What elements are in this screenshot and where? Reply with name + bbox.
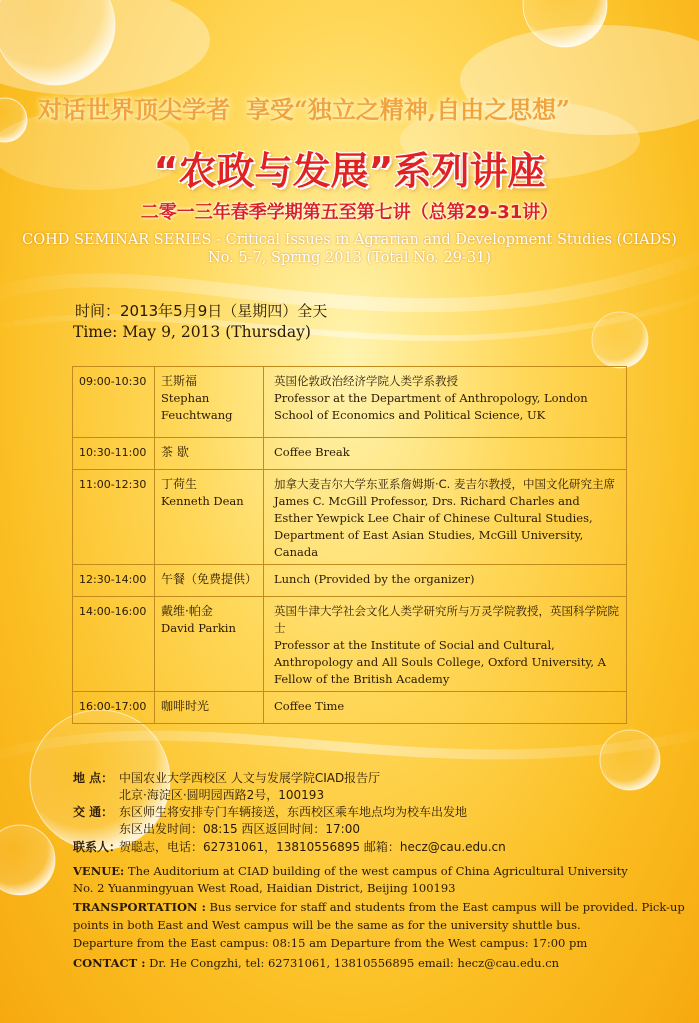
description-en: Professor at the Department of Anthropology, London School of Economics and Political Science, UK	[274, 391, 588, 422]
description-cn: 英国伦敦政治经济学院人类学系教授	[274, 374, 458, 388]
description-cell	[264, 367, 627, 438]
slogan-left: 对话世界顶尖学者	[38, 95, 230, 124]
venue-cn	[73, 769, 380, 786]
transport-label-cn: 交 通：	[73, 805, 114, 819]
speaker-name-en: Stephan Feuchtwang	[161, 391, 233, 422]
table-row	[73, 470, 627, 565]
description-cell	[264, 565, 627, 597]
venue-label-en: VENUE:	[73, 864, 125, 878]
contact-line-en: Dr. He Congzhi, tel: 62731061, 13810556895 email: hecz@cau.edu.cn	[145, 956, 560, 970]
speaker-cell	[155, 367, 264, 438]
transport-line1-cn: 东区师生将安排专门车辆接送，东西校区乘车地点均为校车出发地	[119, 805, 468, 819]
venue-cn-line2	[73, 786, 324, 803]
speaker-name-cn: 茶 歇	[161, 445, 189, 459]
english-title-line2: No. 5-7, Spring 2013 (Total No. 29-31)	[208, 250, 491, 266]
venue-line1-cn: 中国农业大学西校区 人文与发展学院CIAD报告厅	[119, 771, 381, 785]
speaker-name-cn: 丁荷生	[161, 477, 198, 491]
schedule-table	[72, 366, 627, 724]
session-time: 16:00-17:00	[73, 692, 155, 724]
session-time: 14:00-16:00	[73, 597, 155, 692]
speaker-name-en: David Parkin	[161, 621, 236, 635]
transport-line2-en: points in both East and West campus will be the same as for the university shuttle bus.	[73, 918, 581, 932]
contact-line-cn: 贺聪志，电话：62731061，13810556895 邮箱：hecz@cau.edu.cn	[119, 840, 506, 854]
transport-line1-en: Bus service for staff and students from the East campus will be provided. Pick-up	[205, 900, 685, 914]
table-row	[73, 438, 627, 470]
table-row	[73, 367, 627, 438]
sub-title: 二零一三年春季学期第五至第七讲（总第29-31讲）	[140, 202, 559, 223]
description-cell	[264, 438, 627, 470]
session-time: 12:30-14:00	[73, 565, 155, 597]
contact-label-en: CONTACT :	[73, 956, 146, 970]
description-en: James C. McGill Professor, Drs. Richard Charles and Esther Yewpick Lee Chair of Chinese Cultural Studies, Department of East Asian Studies, McGill University, Canada	[274, 494, 593, 559]
transport-line2-cn: 东区出发时间：08:15 西区返回时间：17:00	[119, 822, 360, 836]
main-title: “农政与发展”系列讲座	[153, 149, 546, 193]
description-cn: 英国牛津大学社会文化人类学研究所与万灵学院教授，英国科学院院士	[274, 604, 619, 635]
description-cn: 加拿大麦吉尔大学东亚系詹姆斯·C. 麦吉尔教授，中国文化研究主席	[274, 477, 615, 491]
speaker-name-cn: 戴维·帕金	[161, 604, 213, 618]
venue-line2-cn: 北京·海淀区·圆明园西路2号，100193	[119, 788, 325, 802]
venue-label-cn: 地 点：	[73, 771, 114, 785]
venue-line2-en: No. 2 Yuanmingyuan West Road, Haidian District, Beijing 100193	[73, 881, 456, 895]
speaker-name-cn: 王斯福	[161, 374, 198, 388]
venue-line1-en: The Auditorium at CIAD building of the west campus of China Agricultural University	[124, 864, 628, 878]
description-en: Lunch (Provided by the organizer)	[274, 572, 475, 586]
transport-line3-en: Departure from the East campus: 08:15 am Departure from the West campus: 17:00 pm	[73, 936, 588, 950]
english-title	[0, 231, 699, 267]
transport-cn	[73, 803, 467, 820]
speaker-cell	[155, 470, 264, 565]
time-cn: 时间：2013年5月9日（星期四）全天	[75, 302, 328, 320]
speaker-name-cn: 午餐（免费提供）	[161, 572, 258, 586]
description-en: Coffee Break	[274, 445, 350, 459]
speaker-cell	[155, 565, 264, 597]
transport-cn-line2	[73, 820, 360, 837]
session-time: 11:00-12:30	[73, 470, 155, 565]
description-cell	[264, 597, 627, 692]
contact-en	[73, 956, 559, 970]
venue-en	[73, 864, 628, 878]
slogan	[38, 90, 678, 125]
time-en: Time: May 9, 2013 (Thursday)	[73, 323, 311, 341]
speaker-name-en: Kenneth Dean	[161, 494, 244, 508]
english-title-line1: COHD SEMINAR SERIES - Critical Issues in Agrarian and Development Studies (CIADS)	[22, 232, 677, 248]
description-en: Professor at the Institute of Social and Cultural, Anthropology and All Souls College, Oxford University, A Fellow of the British Academy	[274, 638, 606, 686]
speaker-cell	[155, 692, 264, 724]
speaker-name-cn: 咖啡时光	[161, 699, 210, 713]
speaker-cell	[155, 438, 264, 470]
table-row	[73, 597, 627, 692]
contact-label-cn: 联系人：	[73, 840, 122, 854]
description-cell	[264, 692, 627, 724]
session-time: 10:30-11:00	[73, 438, 155, 470]
speaker-cell	[155, 597, 264, 692]
transport-en	[73, 900, 685, 914]
description-cell	[264, 470, 627, 565]
description-en: Coffee Time	[274, 699, 345, 713]
table-row	[73, 565, 627, 597]
slogan-right: 享受“独立之精神,自由之思想”	[246, 95, 570, 124]
table-row	[73, 692, 627, 724]
contact-cn	[73, 838, 506, 855]
session-time: 09:00-10:30	[73, 367, 155, 438]
transport-label-en: TRANSPORTATION :	[73, 900, 206, 914]
